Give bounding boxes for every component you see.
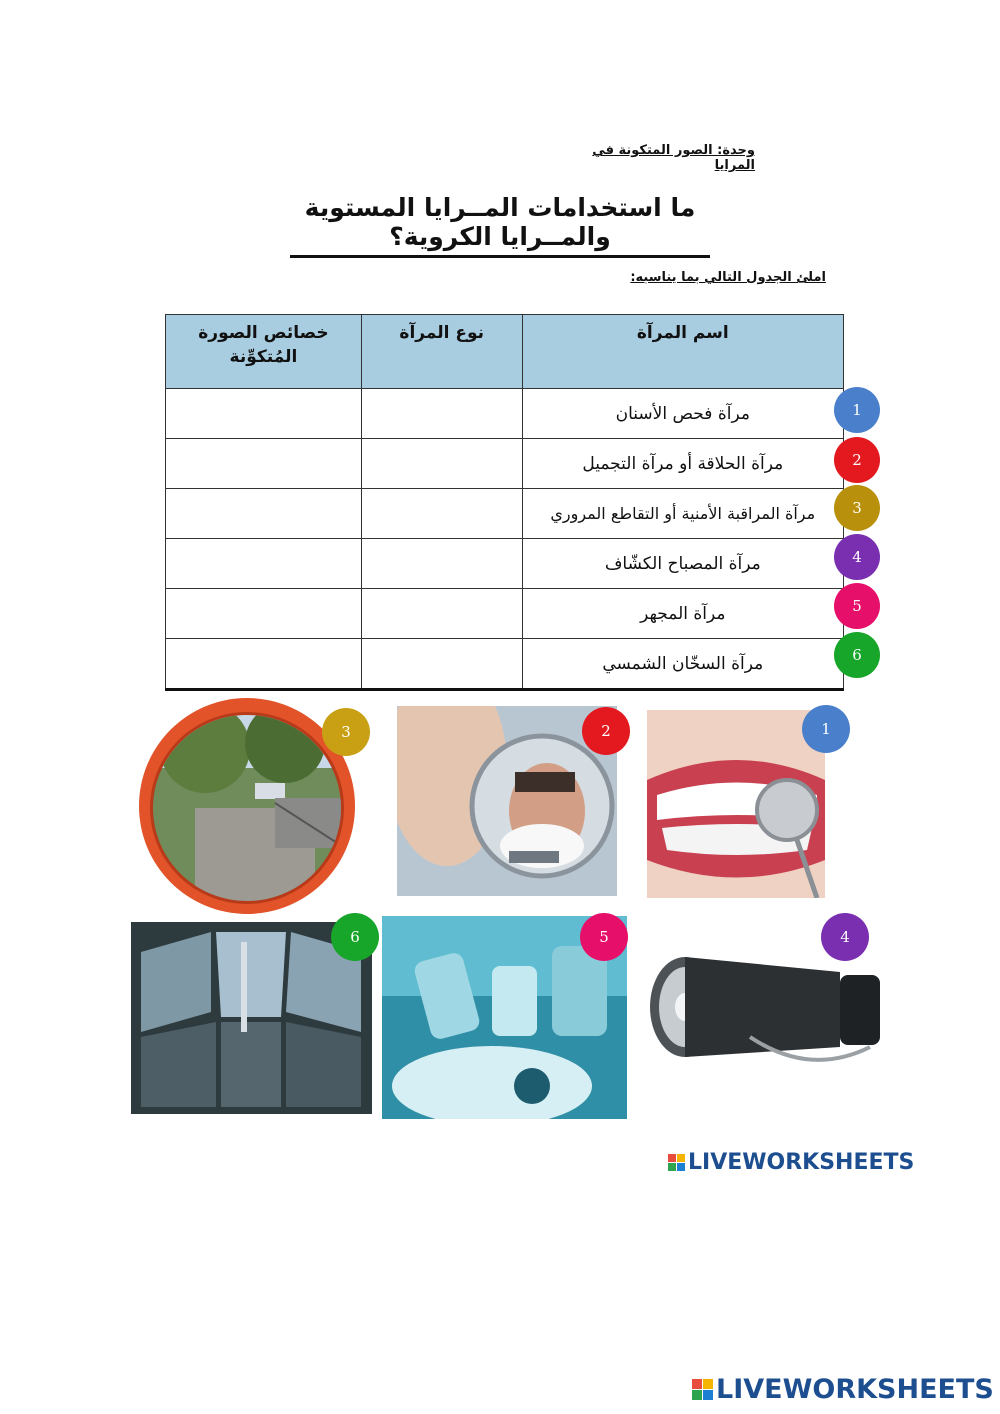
header-mirror-name: اسم المرآة: [522, 315, 843, 389]
image-properties-cell[interactable]: [166, 589, 362, 639]
table-header-row: [166, 315, 844, 389]
mirror-type-input[interactable]: [367, 596, 516, 632]
liveworksheets-logo-footer: [692, 1374, 994, 1405]
mirror-name-cell: مرآة المصباح الكشّاف: [522, 539, 843, 589]
mirror-type-cell[interactable]: [361, 589, 522, 639]
row-number-badge: 3: [834, 485, 880, 531]
liveworksheets-icon: [668, 1154, 685, 1171]
table-row: [166, 589, 844, 639]
mirror-name-cell: مرآة المراقبة الأمنية أو التقاطع المروري: [522, 489, 843, 539]
row-number-badge: 6: [834, 632, 880, 678]
dental-mirror-photo: [647, 710, 825, 898]
mirror-name-cell: مرآة فحص الأسنان: [522, 389, 843, 439]
mirror-name-cell: مرآة المجهر: [522, 589, 843, 639]
mirror-type-input[interactable]: [367, 646, 516, 682]
mirror-name-cell: مرآة الحلاقة أو مرآة التجميل: [522, 439, 843, 489]
table-row: [166, 489, 844, 539]
mirror-type-cell[interactable]: [361, 439, 522, 489]
table-row: [166, 539, 844, 589]
row-number-badge: 5: [834, 583, 880, 629]
image-properties-cell[interactable]: [166, 639, 362, 690]
image-properties-input[interactable]: [173, 646, 354, 682]
photo-number-badge: 3: [322, 708, 370, 756]
photo-number-badge: 2: [582, 707, 630, 755]
mirror-type-input[interactable]: [367, 446, 516, 482]
photo-number-badge: 5: [580, 913, 628, 961]
image-properties-cell[interactable]: [166, 389, 362, 439]
mirror-type-input[interactable]: [367, 546, 516, 582]
mirror-type-cell[interactable]: [361, 539, 522, 589]
image-properties-input[interactable]: [173, 596, 354, 632]
header-mirror-type: نوع المرآة: [361, 315, 522, 389]
image-properties-input[interactable]: [173, 446, 354, 482]
photo-number-badge: 4: [821, 913, 869, 961]
mirror-type-cell[interactable]: [361, 489, 522, 539]
instruction-text: املئ الجدول التالي بما يناسبه:: [630, 270, 826, 285]
photo-number-badge: 1: [802, 705, 850, 753]
liveworksheets-logo: [668, 1150, 914, 1175]
row-number-badge: 2: [834, 437, 880, 483]
header-image-properties: خصائص الصورة المُتكوِّنة: [166, 315, 362, 389]
table-row: [166, 639, 844, 690]
mirror-type-cell[interactable]: [361, 389, 522, 439]
image-properties-cell[interactable]: [166, 439, 362, 489]
table-row: [166, 439, 844, 489]
mirror-name-cell: مرآة السخّان الشمسي: [522, 639, 843, 690]
mirror-type-input[interactable]: [367, 396, 516, 432]
image-properties-input[interactable]: [173, 496, 354, 532]
image-properties-input[interactable]: [173, 396, 354, 432]
liveworksheets-wordmark: LIVEWORKSHEETS: [716, 1374, 994, 1405]
row-number-badge: 4: [834, 534, 880, 580]
photo-number-badge: 6: [331, 913, 379, 961]
mirror-type-cell[interactable]: [361, 639, 522, 690]
table-row: [166, 389, 844, 439]
image-properties-cell[interactable]: [166, 539, 362, 589]
row-number-badge: 1: [834, 387, 880, 433]
image-properties-input[interactable]: [173, 546, 354, 582]
liveworksheets-icon: [692, 1379, 713, 1400]
page-title: ما استخدامات المــرايا المستوية والمــرايا الكروية؟: [290, 193, 710, 258]
mirrors-table: [165, 314, 844, 691]
mirror-type-input[interactable]: [367, 496, 516, 532]
unit-label: وحدة: الصور المتكونة في المرايا: [592, 143, 755, 173]
image-properties-cell[interactable]: [166, 489, 362, 539]
liveworksheets-wordmark: LIVEWORKSHEETS: [688, 1150, 915, 1175]
